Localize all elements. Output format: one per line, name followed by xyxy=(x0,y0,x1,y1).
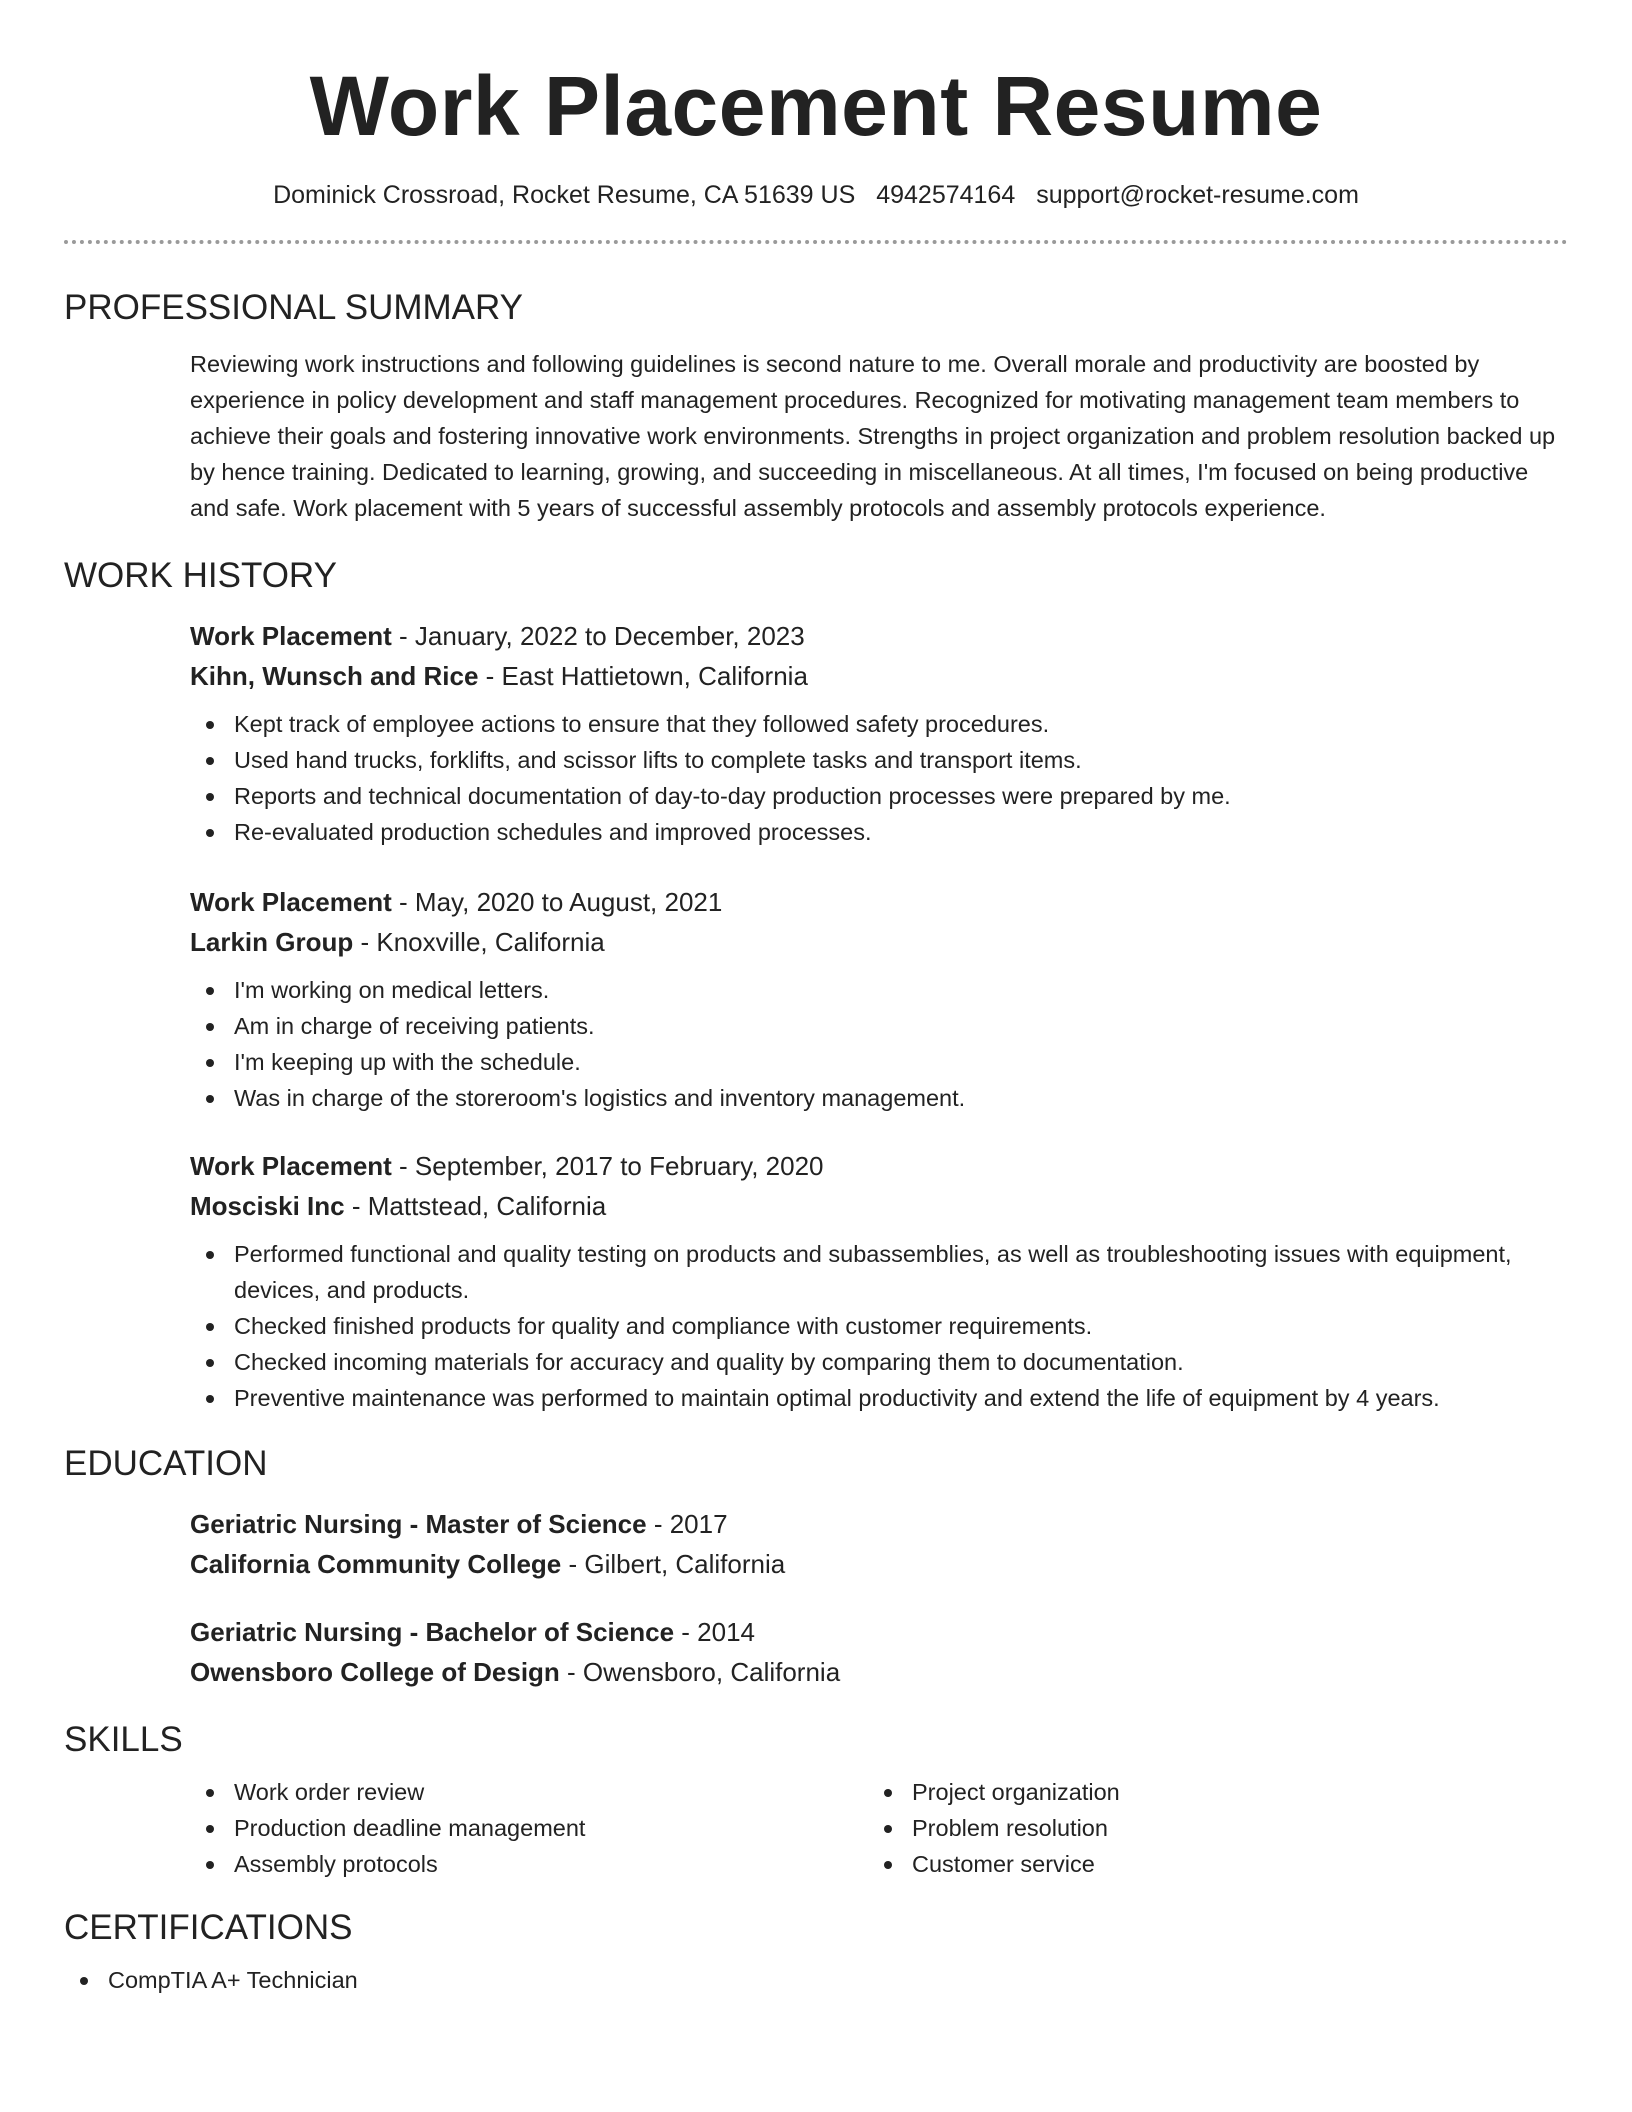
school-name: California Community College xyxy=(190,1549,562,1579)
job-location: - East Hattietown, California xyxy=(478,661,808,691)
list-item: I'm working on medical letters. xyxy=(190,972,1568,1008)
summary-text: Reviewing work instructions and following guidelines is second nature to me. Overall morale and productivity are boosted by experience in policy development and staff management procedures. Recognized for motivating management team members to achieve their goals and fostering innovative work environments. Strengths in project organization and problem resolution backed up by hence training. Dedicated to learning, growing, and succeeding in miscellaneous. At all times, I'm focused on being productive and safe. Work placement with 5 years of successful assembly protocols and assembly protocols experience. xyxy=(190,351,1556,521)
list-item: Checked incoming materials for accuracy and quality by comparing them to documentation. xyxy=(190,1344,1568,1380)
degree-name: Geriatric Nursing - Bachelor of Science xyxy=(190,1617,675,1647)
list-item: Checked finished products for quality and compliance with customer requirements. xyxy=(190,1308,1568,1344)
job-title: Work Placement xyxy=(190,1151,392,1181)
list-item: Performed functional and quality testing on products and subassemblies, as well as troubleshooting issues with equipment, devices, and products. xyxy=(190,1236,1568,1308)
contact-email: support@rocket-resume.com xyxy=(1036,181,1359,209)
job-company: Larkin Group xyxy=(190,927,354,957)
list-item: Reports and technical documentation of day-to-day production processes were prepared by me. xyxy=(190,778,1568,814)
resume-title: Work Placement Resume xyxy=(309,59,1323,153)
school-location: - Owensboro, California xyxy=(559,1657,841,1687)
header-divider xyxy=(64,240,1568,244)
job-bullets xyxy=(190,706,1568,850)
education-heading: EDUCATION xyxy=(64,1444,268,1483)
job-bullets xyxy=(190,1236,1568,1416)
degree-line xyxy=(190,1504,1568,1544)
degree-year: - 2017 xyxy=(646,1509,728,1539)
job-dates: - January, 2022 to December, 2023 xyxy=(391,621,805,651)
summary-section xyxy=(64,286,1568,526)
list-item: Re-evaluated production schedules and improved processes. xyxy=(190,814,1568,850)
list-item: Customer service xyxy=(868,1846,1546,1882)
skills-column-left xyxy=(190,1774,868,1882)
job-company: Mosciski Inc xyxy=(190,1191,345,1221)
skills-column-right xyxy=(868,1774,1546,1882)
skills-section xyxy=(64,1718,1568,1882)
job-title-line xyxy=(190,616,1568,656)
list-item: Kept track of employee actions to ensure that they followed safety procedures. xyxy=(190,706,1568,742)
work-history-heading: WORK HISTORY xyxy=(64,556,337,595)
job-title-line xyxy=(190,882,1568,922)
contact-address: Dominick Crossroad, Rocket Resume, CA 51639 US xyxy=(273,181,856,209)
job-entry xyxy=(190,1146,1568,1416)
certifications-section xyxy=(64,1906,1568,1998)
job-title-line xyxy=(190,1146,1568,1186)
education-section xyxy=(64,1442,1568,1692)
list-item: Project organization xyxy=(868,1774,1546,1810)
list-item: Am in charge of receiving patients. xyxy=(190,1008,1568,1044)
job-title: Work Placement xyxy=(190,621,392,651)
certifications-list xyxy=(64,1962,1568,1998)
list-item: Problem resolution xyxy=(868,1810,1546,1846)
job-dates: - September, 2017 to February, 2020 xyxy=(391,1151,824,1181)
job-bullets xyxy=(190,972,1568,1116)
education-entry xyxy=(190,1612,1568,1692)
school-line xyxy=(190,1544,1568,1584)
job-dates: - May, 2020 to August, 2021 xyxy=(391,887,723,917)
job-title: Work Placement xyxy=(190,887,392,917)
job-location: - Knoxville, California xyxy=(353,927,605,957)
job-company: Kihn, Wunsch and Rice xyxy=(190,661,479,691)
job-company-line xyxy=(190,656,1568,696)
list-item: Work order review xyxy=(190,1774,868,1810)
school-location: - Gilbert, California xyxy=(561,1549,786,1579)
skills-heading: SKILLS xyxy=(64,1720,183,1759)
degree-year: - 2014 xyxy=(674,1617,755,1647)
contact-phone: 4942574164 xyxy=(876,181,1016,209)
job-company-line xyxy=(190,922,1568,962)
degree-line xyxy=(190,1612,1568,1652)
list-item: Production deadline management xyxy=(190,1810,868,1846)
job-entry xyxy=(190,882,1568,1116)
job-entry xyxy=(190,616,1568,850)
summary-heading: PROFESSIONAL SUMMARY xyxy=(64,288,523,327)
list-item: I'm keeping up with the schedule. xyxy=(190,1044,1568,1080)
work-history-section xyxy=(64,554,1568,1416)
degree-name: Geriatric Nursing - Master of Science xyxy=(190,1509,647,1539)
skills-grid xyxy=(190,1774,1568,1882)
job-location: - Mattstead, California xyxy=(344,1191,607,1221)
school-line xyxy=(190,1652,1568,1692)
certifications-heading: CERTIFICATIONS xyxy=(64,1908,353,1947)
contact-line xyxy=(64,178,1568,212)
school-name: Owensboro College of Design xyxy=(190,1657,560,1687)
list-item: Used hand trucks, forklifts, and scissor lifts to complete tasks and transport items. xyxy=(190,742,1568,778)
list-item: CompTIA A+ Technician xyxy=(64,1962,1568,1998)
education-entry xyxy=(190,1504,1568,1584)
list-item: Preventive maintenance was performed to maintain optimal productivity and extend the life of equipment by 4 years. xyxy=(190,1380,1568,1416)
job-company-line xyxy=(190,1186,1568,1226)
list-item: Assembly protocols xyxy=(190,1846,868,1882)
list-item: Was in charge of the storeroom's logistics and inventory management. xyxy=(190,1080,1568,1116)
